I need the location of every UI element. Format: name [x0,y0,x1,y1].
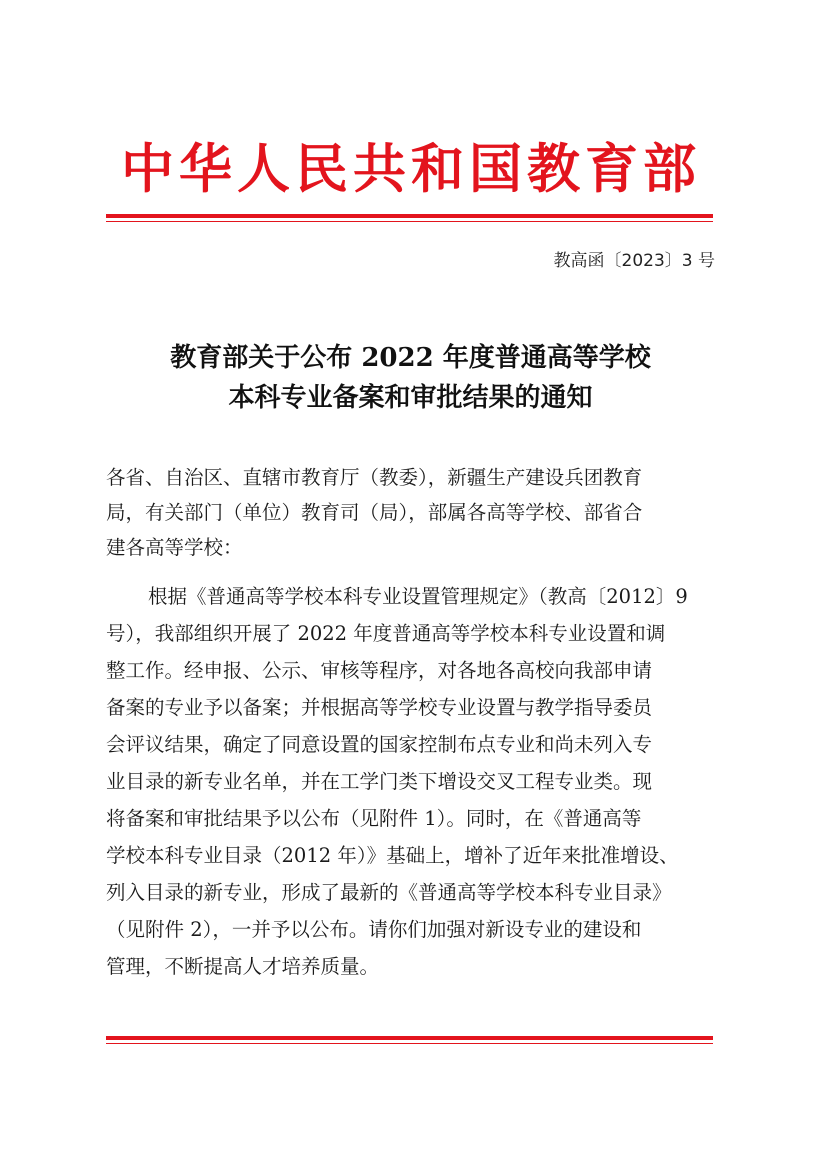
body-line: 列入目录的新专业，形成了最新的《普通高等学校本科专业目录》 [106,881,672,904]
addressee-block [106,460,718,565]
addressee-line: 建各高等学校： [106,536,243,559]
header-rule-thin-line [106,221,713,222]
footer-red-rule [106,1036,713,1044]
addressee-line: 各省、自治区、直辖市教育厅（教委），新疆生产建设兵团教育 [106,466,643,489]
document-title-line-1: 教育部关于公布 2022 年度普通高等学校 [170,343,651,373]
addressee-line: 局，有关部门（单位）教育司（局），部属各高等学校、部省合 [106,501,643,524]
body-paragraph [106,578,746,985]
body-line: 将备案和审批结果予以公布（见附件 1）。同时，在《普通高等 [106,807,642,830]
body-line: 业目录的新专业名单，并在工学门类下增设交叉工程专业类。现 [106,770,653,793]
body-line: 整工作。经申报、公示、审核等程序，对各地各高校向我部申请 [106,659,653,682]
document-title-line-2: 本科专业备案和审批结果的通知 [228,383,593,413]
body-line: 会评议结果，确定了同意设置的国家控制布点专业和尚未列入专 [106,733,653,756]
body-line: 号），我部组织开展了 2022 年度普通高等学校本科专业设置和调 [106,622,666,645]
body-line: 备案的专业予以备案；并根据高等学校专业设置与教学指导委员 [106,696,653,719]
body-line: 根据《普通高等学校本科专业设置管理规定》（教高〔2012〕9 [148,585,688,608]
document-title [100,338,721,418]
body-line: （见附件 2），一并予以公布。请你们加强对新设专业的建设和 [106,918,642,941]
footer-rule-thin-line [106,1043,713,1044]
body-line: 学校本科专业目录（2012 年）》基础上，增补了近年来批准增设、 [106,844,679,867]
document-number: 教高函〔2023〕3 号 [553,251,715,271]
header-red-rule [106,214,713,222]
body-line: 管理，不断提高人才培养质量。 [106,955,380,978]
issuing-authority-header: 中华人民共和国教育部 [121,139,701,200]
